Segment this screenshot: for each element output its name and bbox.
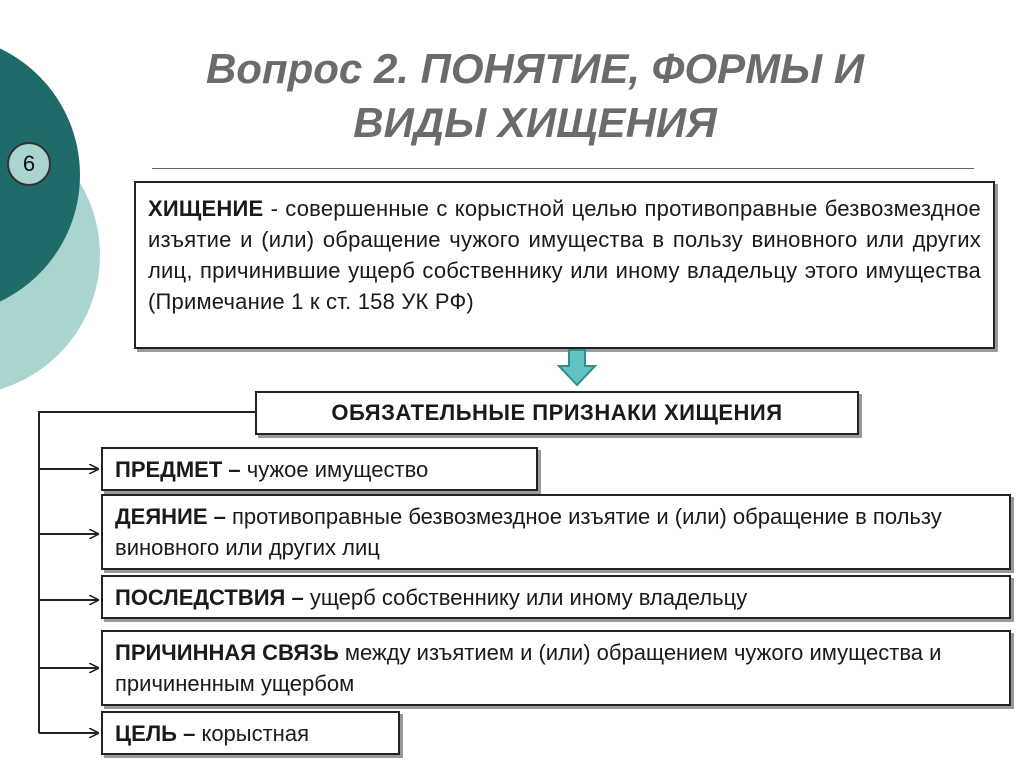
header-label: ОБЯЗАТЕЛЬНЫЕ ПРИЗНАКИ ХИЩЕНИЯ xyxy=(331,400,783,425)
feature-term: ПРЕДМЕТ – xyxy=(115,456,247,482)
title-line-2: ВИДЫ ХИЩЕНИЯ xyxy=(353,99,717,146)
definition-box xyxy=(134,181,995,349)
feature-box-posledstviya xyxy=(101,575,1011,619)
decorative-circles xyxy=(0,0,130,420)
feature-term: ДЕЯНИЕ – xyxy=(115,504,232,529)
title-divider xyxy=(152,168,974,169)
down-arrow-icon xyxy=(557,349,597,387)
definition-text: - совершенные с корыстной целью противоправные безвозмездное изъятие и (или) обращение чужого имущества в пользу виновного или других лиц, причинившие ущерб собственнику или иному владельцу этого имущества (Примечание 1 к ст. 158 УК РФ) xyxy=(148,196,981,314)
feature-term: ЦЕЛЬ – xyxy=(115,720,202,746)
feature-box-cel xyxy=(101,711,400,755)
feature-text: противоправные безвозмездное изъятие и (или) обращение в пользу виновного или других лиц xyxy=(115,504,942,560)
feature-text: между изъятием и (или) обращением чужого имущества и причиненным ущербом xyxy=(115,640,942,696)
feature-term: ПОСЛЕДСТВИЯ – xyxy=(115,584,310,610)
required-features-header xyxy=(255,391,859,435)
slide-number: 6 xyxy=(22,151,36,176)
feature-box-predmet xyxy=(101,447,538,491)
feature-box-deyanie xyxy=(101,494,1011,570)
title-line-1: Вопрос 2. ПОНЯТИЕ, ФОРМЫ И xyxy=(205,45,865,92)
feature-text: чужое имущество xyxy=(246,456,429,482)
feature-text: корыстная xyxy=(201,720,309,746)
feature-term: ПРИЧИННАЯ СВЯЗЬ xyxy=(115,640,345,665)
definition-term: ХИЩЕНИЕ xyxy=(148,196,264,221)
feature-box-prichinnaya-svyaz xyxy=(101,630,1011,706)
slide-number-badge xyxy=(7,142,51,186)
feature-text: ущерб собственнику или иному владельцу xyxy=(309,584,748,610)
slide-title xyxy=(150,42,920,150)
